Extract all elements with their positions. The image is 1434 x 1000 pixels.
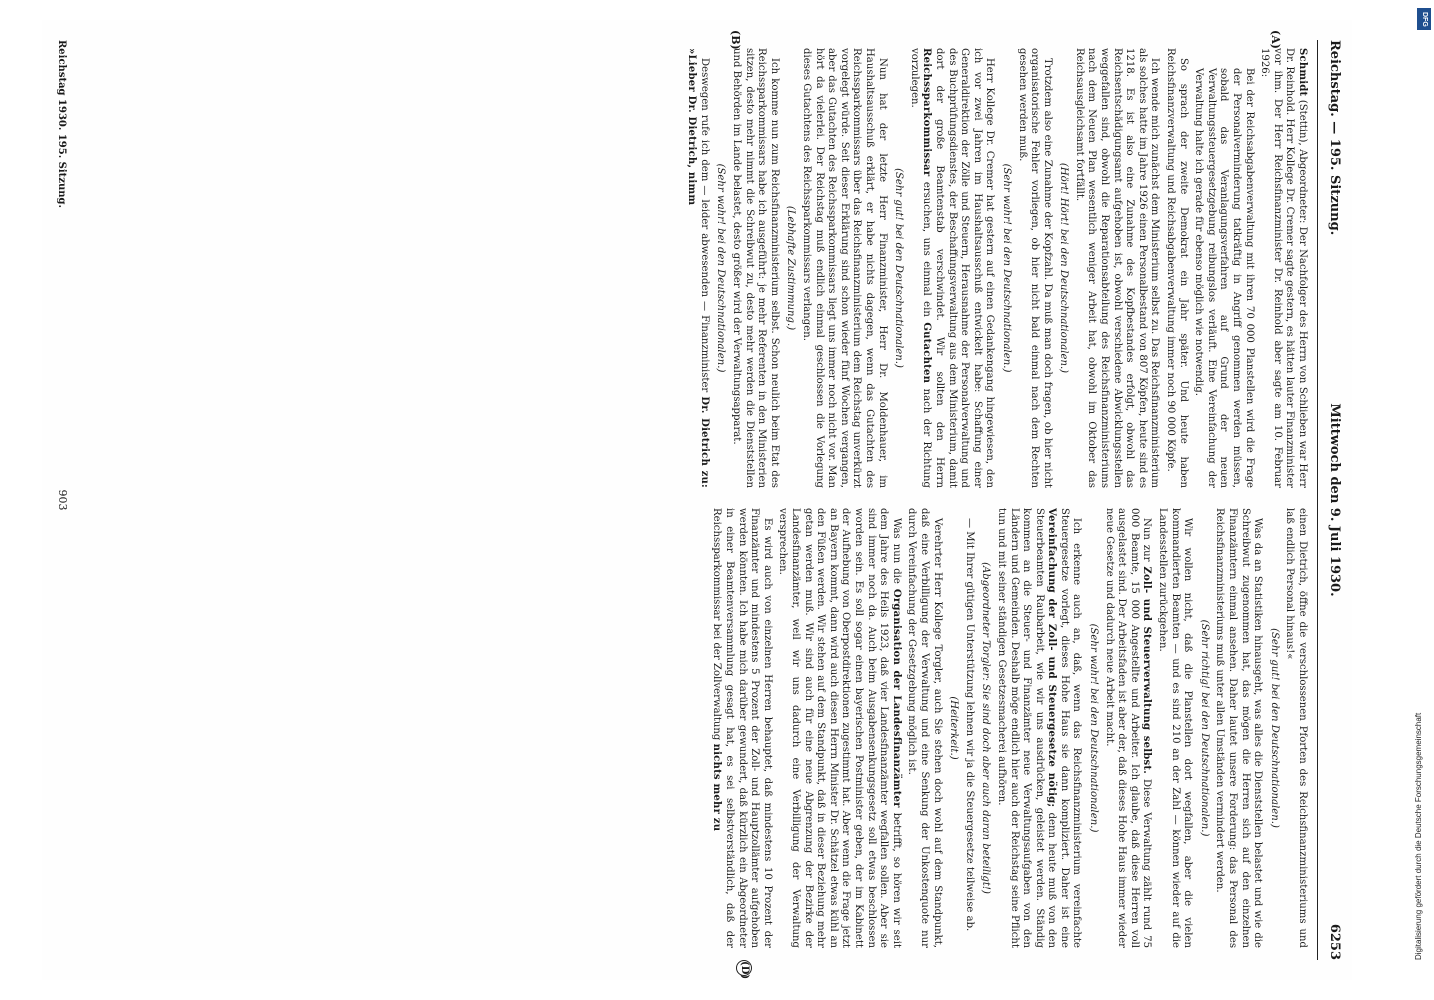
paragraph: — Mit Ihrer gütigen Unterstützung lehnen wir ja die Steuergesetze teilweise ab. (963, 518, 975, 932)
left-column (82, 48, 1308, 488)
paragraph: Ich komme nun zum Reichsfinanzministerium selbst. Schon neulich beim Etat des Reichssparkommissars habe ich ausgeführt: je mehr Referenten in den Ministerien sitzen, desto mehr nimmt die Schreibwut zu, desto mehr werden die Dienststellen und Behörden im Lande belastet, desto größer wird der Verwaltungsapparat. (731, 48, 780, 488)
right-column (82, 508, 1308, 948)
paragraph: Trotzdem also eine Zunahme der Kopfzahl. Da muß man doch fragen, ob hier nicht organisatorische Fehler vorliegen, ob hier nicht bald einmal nach dem Rechten gesehen werden muß. (1016, 48, 1053, 488)
paragraph: einen Dietrich, öffne die verschlossenen Pforten des Reichsfinanzministeriums und laß endlich Personal hinaus!« (1284, 508, 1308, 948)
paragraph: Deswegen rufe ich dem — leider abwesenden — Finanzminister Dr. Dietrich zu: »Lieber Dr. Dietrich, nimm (686, 48, 710, 488)
margin-letter-d: (D) (736, 960, 752, 976)
interjection: (Sehr wahr! bei den Deutschnationalen.) (1088, 623, 1100, 833)
interjection: (Hört! Hört! bei den Deutschnationalen.) (1058, 162, 1070, 374)
speaker-name: Schmidt (1297, 48, 1308, 97)
interjection: (Sehr wahr! bei den Deutschnationalen.) (1000, 163, 1012, 373)
footer-left: Reichstag 1930. 195. Sitzung. (56, 40, 67, 208)
paragraph: Es wird auch von einzelnen Herren behauptet, daß mindestens 10 Prozent der Finanzämter und mindestens 5 Prozent der Zoll- und Hauptzollämter aufgehoben werden könnten. Ich habe mich darüber gewundert, daß kürzlich ein Abgeordneter in einer Beamtenversammlung gesagt hat, es sei selbstverständlich, daß der Reichssparkommissar bei der Zollverwaltung nichts mehr zu (711, 508, 773, 948)
dfg-logo: DFG (1417, 8, 1431, 30)
interjection: (Abgeordneter Torgler: Sie sind doch aber auch daran beteiligt!) (980, 562, 992, 894)
paragraph: So sprach der zweite Demokrat ein Jahr später. Und heute haben Reichsfinanzverwaltung und Reichsabgabenverwaltung immer noch 90 000 Köpfe. (1165, 48, 1189, 488)
sheet-number: 903 (56, 489, 69, 511)
paragraph: Nun zur Zoll- und Steuerverwaltung selbst. Diese Verwaltung zählt rund 75 000 Beamte, 15 000 Angestellte und Arbeiter. Ich glaube, daß diese Herren voll ausgelastet sind. Der Arbeitsfaden ist aber der, daß dieses Hohe Haus immer wieder neue Gesetze und dadurch neue Arbeit macht. (1103, 508, 1153, 948)
paragraph: Nun hat der letzte Herr Finanzminister, Herr Dr. Moldenhauer, im Haushaltsausschuß erklärt, er habe nichts dagegen, wenn das Gutachten des Reichssparkommissars über das Reichsfinanzministerium dem Reichstag unverkürzt vorgelegt würde. Seit dieser Erklärung sind schon wieder fünf Wochen vergangen, aber das Gutachten des Reichssparkommissars liegt uns immer noch nicht vor. Man hört da vielerlei. Der Reichstag muß endlich einmal geschlossen die Vorlegung dieses Gutachtens des Reichssparkommissars verlangen. (801, 48, 888, 488)
interjection: (Sehr gut! bei den Deutschnationalen.) (893, 168, 905, 368)
paragraph: Ich wende mich zunächst dem Ministerium selbst zu. Das Reichsfinanzministerium als solches hatte im Jahre 1926 einen Personalbestand von 807 Köpfen, heute sind es 1218. Es ist also eine Zunahme des Kopfbestandes erfolgt, obwohl das Reichsentschädigungsamt aufgehoben ist, obwohl verschiedene Abwicklungsstellen weggefallen sind, obwohl die Reparationsabteilung des Reichsfinanzministeriums nach dem Neuen Plan wesentlich weniger Arbeit hat, obwohl im Oktober das Reichsausgleichsamt fortfällt. (1073, 48, 1161, 488)
paragraph: Wir wollen nicht, daß die Planstellen dort wegfallen, aber die vielen kommandierten Beamten — und es sind 210 an der Zahl — können wieder auf die Landesstellen zurückgehen. (1157, 508, 1194, 948)
interjection: (Heiterkeit.) (948, 696, 960, 760)
paragraph: Was nun die Organisation der Landesfinanzämter betrifft, so hören wir seit dem Jahre des Heils 1923, daß vier Landesfinanzämter wegfallen sollen. Aber sie sind immer noch da. Auch beim Ausgabensenkungsgesetz soll etwas beschlossen worden sein. Es soll sogar einen bayerischen Postminister geben, der im Kabinett der Aufhebung von Oberpostdirektionen zugestimmt hat. Aber wenn die Frage jetzt an Bayern kommt, dann wird auch diesen Herrn Minister Dr. Schätzel etwas kühl an den Füßen werden. Wir stehen auf dem Standpunkt, daß in dieser Beziehung mehr getan werden muß. Wir sind auch für eine neue Abgrenzung der Bezirke der Landesfinanzämter, weil wir uns dadurch eine Verbilligung der Verwaltung versprechen. (777, 508, 902, 948)
paragraph: Herr Kollege Dr. Cremer hat gestern auf einen Gedankengang hingewiesen, den ich vor zwei Jahren im Haushaltsausschuß entwickelt habe: Schaffung einer Generaldirektion der Zölle und Steuern, Herausnahme der Personalverwaltung und des Buchprüfungsdienstes, der Beschaffungsverwaltung aus dem Ministerium, damit dort der große Beamtenstab verschwindet. Wir sollten den Herrn Reichssparkommissar ersuchen, uns einmal ein Gutachten nach der Richtung vorzulegen. (908, 48, 996, 488)
running-head-date: Mittwoch den 9. Juli 1930. (1327, 403, 1342, 597)
paragraph: Was da an Statistiken hinausgeht, was alles die Dienststellen belastet und wie die Schreibwut zugenommen hat, das mögen die Herren sich auf den einzelnen Finanzämtern einmal ansehen. Daher lautet unsere Forderung: das Personal des Reichsfinanzministeriums muß unter allen Umständen vermindert werden. (1214, 508, 1264, 948)
newspaper-page (42, 20, 1352, 980)
margin-letter-b: (B) (729, 30, 742, 50)
margin-letter-a: (A) (1269, 30, 1282, 49)
interjection: (Sehr wahr! bei den Deutschnationalen.) (715, 163, 727, 373)
interjection: (Sehr richtig! bei den Deutschnationalen.) (1198, 619, 1210, 837)
digitization-credit: Digitalisierung gefördert durch die Deutsche Forschungsgemeinschaft (1414, 712, 1423, 960)
paragraph: Ich erkenne auch an, daß, wenn das Reichsfinanzministerium vereinfachte Steuergesetze vorlegt, dieses Hohe Haus sie dann kompliziert. Daher ist eine Vereinfachung der Zoll- und Steuergesetze nötig; denn heute muß von den Steuerbeamten Raubarbeit, wie wir uns ausdrücken, geleistet werden. Ständig kommen an die Steuer- und Finanzämter neue Verwaltungsaufgaben von den Ländern und Gemeinden. Deshalb möge endlich hier auch der Reichstag seine Pflicht tun und mit seiner ständigen Gesetzesmacherei aufhören. (995, 508, 1083, 948)
paragraph: Schmidt (Stettin), Abgeordneter: Der Nachfolger des Herrn von Schlieben war Herr Dr. Reinhold. Herr Kollege Dr. Cremer sagte gestern, es hätten lauter Finanzminister vor ihm. Der Herr Reichsfinanzminister Dr. Reinhold aber sagte am 10. Februar 1926: (1259, 48, 1308, 488)
interjection: (Lebhafte Zustimmung.) (785, 205, 797, 331)
page-number: 6253 (1327, 923, 1342, 960)
paragraph: Verehrter Herr Kollege Torgler, auch Sie stehen doch wohl auf dem Standpunkt, daß eine Verbilligung der Verwaltung und eine Senkung der Unkostenquote nur durch Vereinfachung der Gesetzgebung möglich ist. (906, 508, 943, 948)
running-head-left: Reichstag. — 195. Sitzung. (1327, 40, 1342, 236)
running-head (1320, 40, 1342, 960)
quote: Bei der Reichsabgabenverwaltung mit ihren 70 000 Planstellen wird die Frage der Personalverminderung tatkräftig in Angriff genommen werden müssen, sobald das Veranlagungsverfahren auf Grund der neuen Verwaltungssteuergesetzgebung reibungslos verläuft. Eine Vereinfachung der Verwaltung halte ich gerade für ebenso möglich wie notwendig. (1193, 68, 1255, 488)
header-rule (1317, 40, 1318, 960)
interjection: (Sehr gut! bei den Deutschnationalen.) (1268, 628, 1280, 828)
